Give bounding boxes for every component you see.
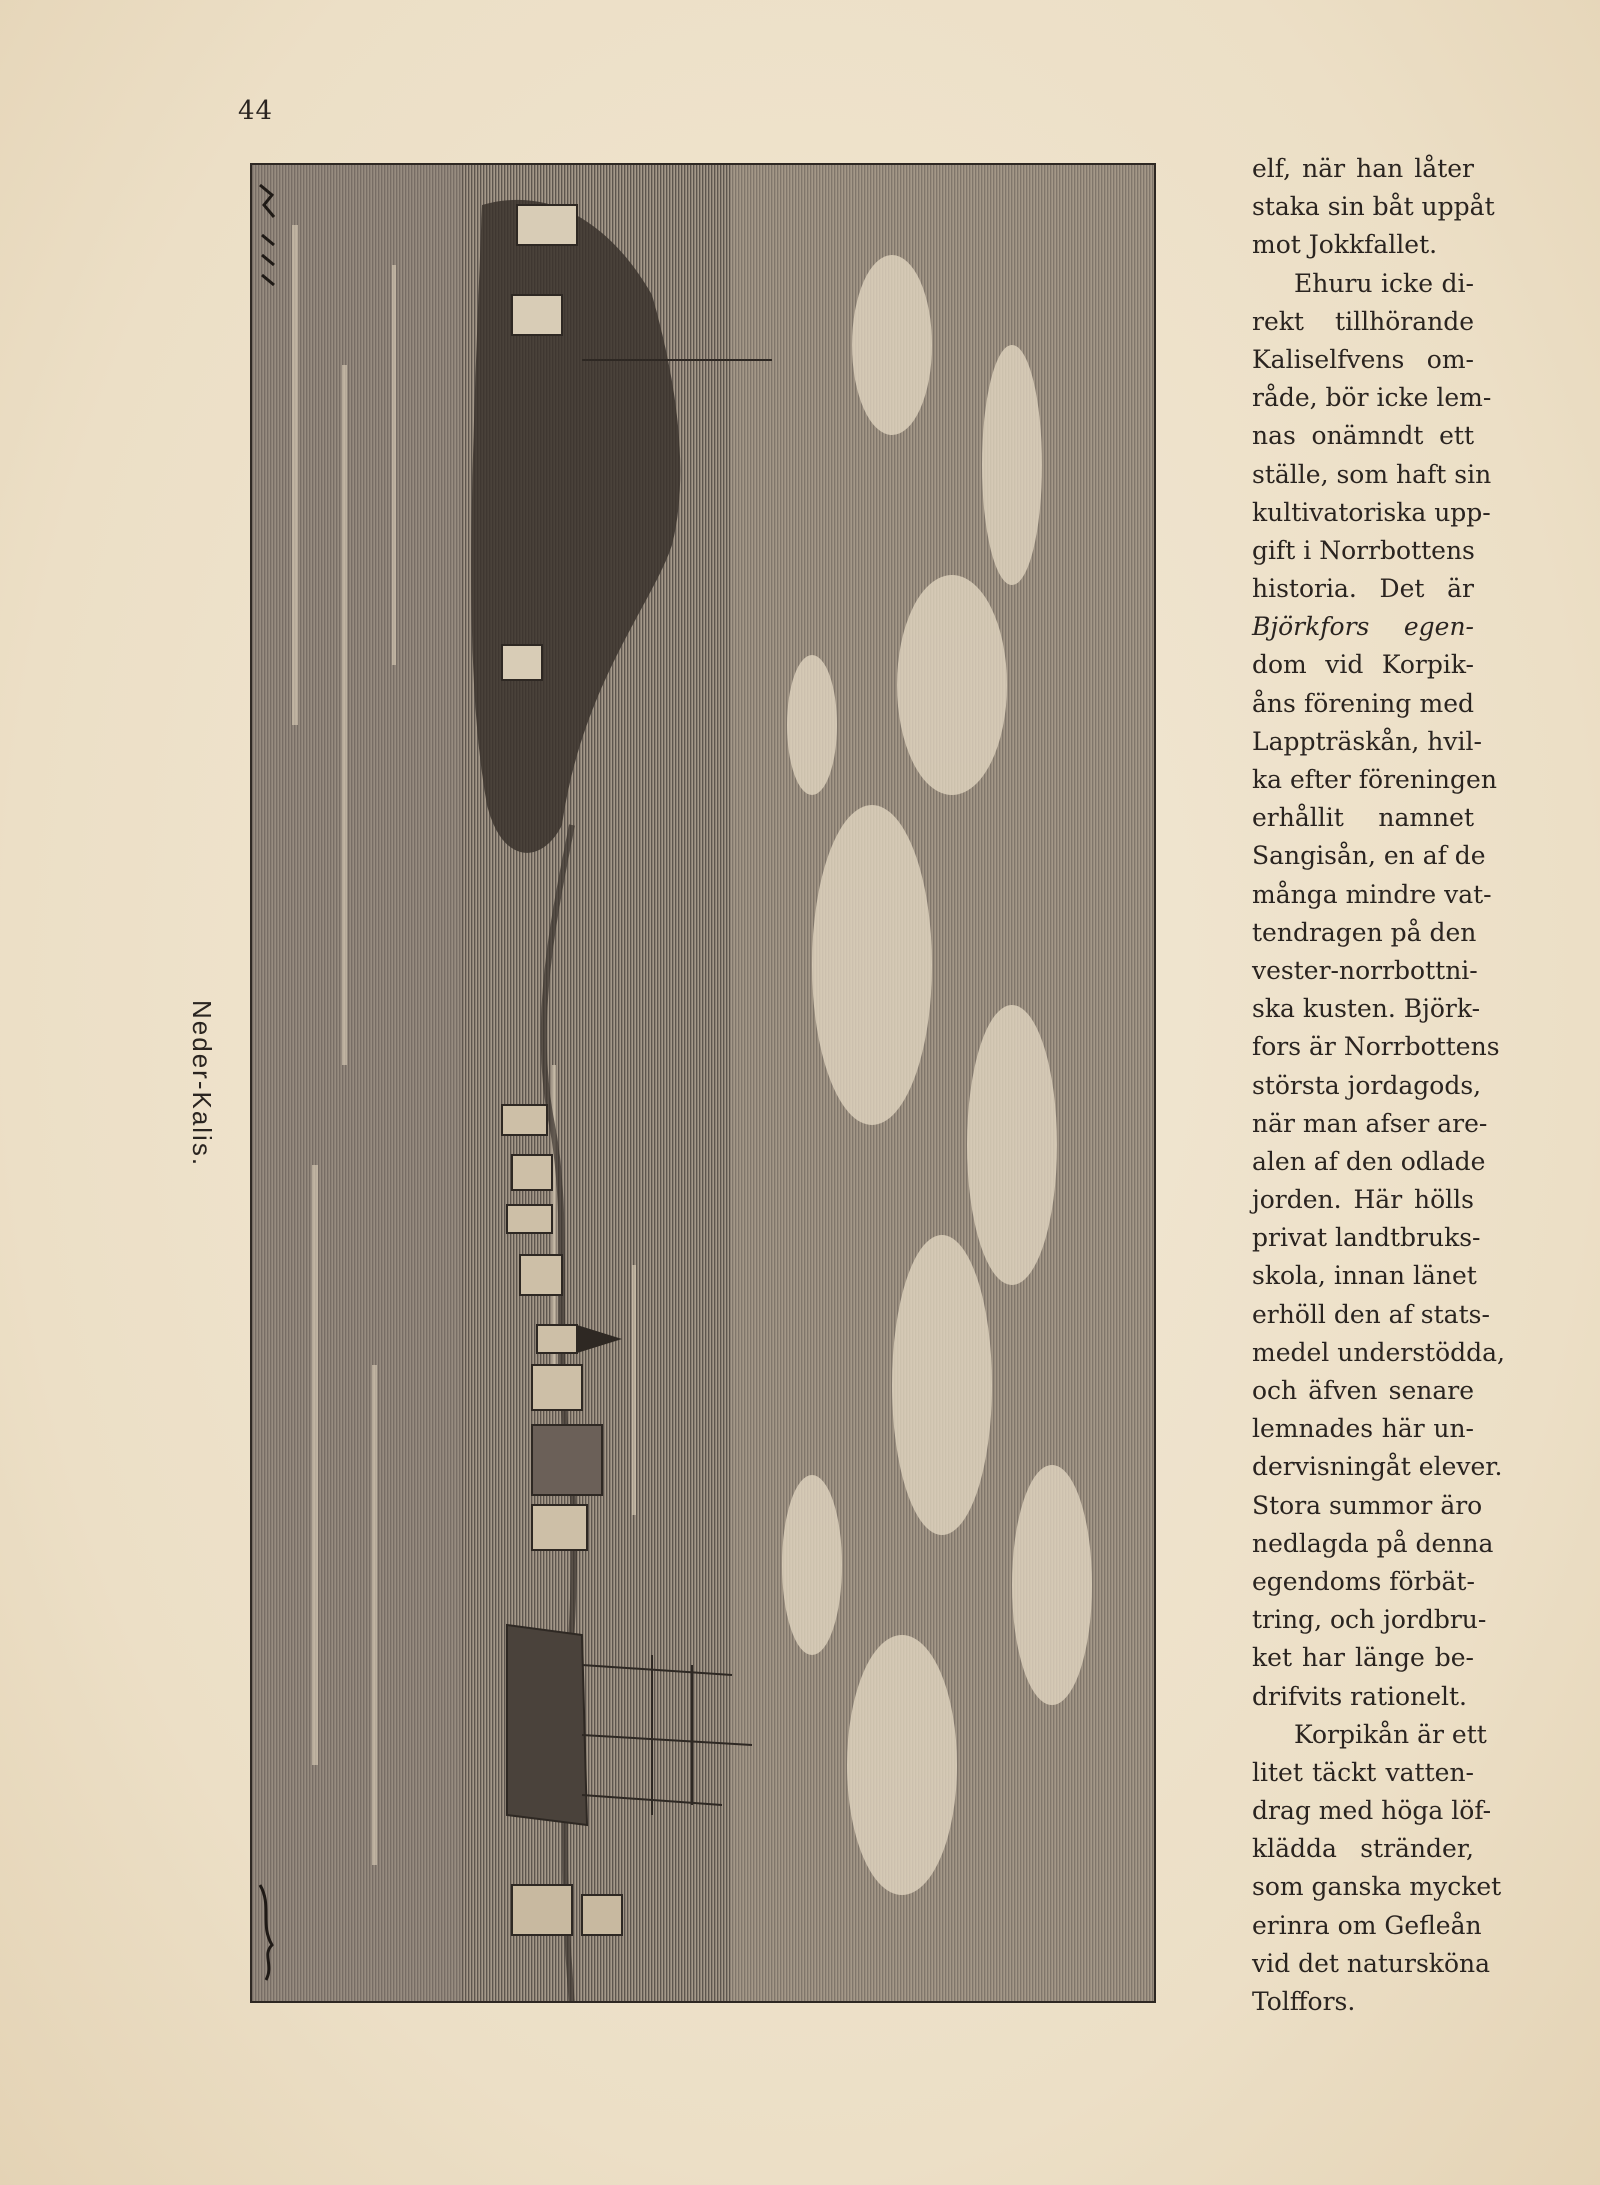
text-line: rekt tillhörande	[1252, 306, 1474, 336]
body-text-column	[1252, 150, 1505, 2021]
text-line: erinra om Gefleån	[1252, 1910, 1482, 1940]
text-line: kultivatoriska upp-	[1252, 497, 1491, 527]
sailing-ship	[507, 1625, 752, 1825]
text-line: medel understödda,	[1252, 1337, 1505, 1367]
text-line: vester-norrbottni-	[1252, 955, 1478, 985]
shoreline	[544, 825, 574, 2003]
text-line: Stora summor äro	[1252, 1490, 1483, 1520]
text-line: dom vid Korpik-	[1252, 650, 1474, 680]
page-number: 44	[238, 96, 274, 126]
text-line: drifvits rationelt.	[1252, 1681, 1467, 1711]
text-line: fors är Norrbottens	[1252, 1032, 1500, 1062]
text-line: som ganska mycket	[1252, 1872, 1502, 1902]
text-line: vid det natursköna	[1252, 1948, 1491, 1978]
text-line: klädda stränder,	[1252, 1834, 1474, 1864]
text-line: nedlagda på denna	[1252, 1528, 1494, 1558]
text-line: ställe, som haft sin	[1252, 459, 1492, 489]
text-line: litet täckt vatten-	[1252, 1757, 1474, 1787]
text-line: Korpikån är ett	[1294, 1719, 1487, 1749]
church-tower	[537, 1325, 622, 1353]
text-line: mot Jokkfallet.	[1252, 230, 1438, 260]
text-line: erhållit namnet	[1252, 803, 1474, 833]
text-line: elf, när han låter	[1252, 154, 1474, 183]
engraving-illustration	[250, 163, 1156, 2003]
text-line: råde, bör icke lem-	[1252, 383, 1492, 413]
text-line: erhöll den af stats-	[1252, 1299, 1490, 1329]
engraving-drawing	[252, 165, 1156, 2003]
text-line: dervisningåt elever.	[1252, 1452, 1503, 1482]
text-line: staka sin båt uppåt	[1252, 192, 1495, 222]
text-line: och äfven senare	[1252, 1376, 1474, 1405]
water-area	[252, 165, 462, 2003]
text-line: lemnades här un-	[1252, 1414, 1474, 1444]
text-line: många mindre vat-	[1252, 879, 1492, 909]
text-line: tendragen på den	[1252, 917, 1477, 947]
text-line: drag med höga löf-	[1252, 1796, 1492, 1826]
text-line: nas onämndt ett	[1252, 421, 1474, 451]
text-line: egendoms förbät-	[1252, 1566, 1475, 1596]
text-line: alen af den odlade	[1252, 1146, 1486, 1176]
text-line: Ehuru icke di-	[1294, 268, 1474, 298]
shore-houses	[512, 1885, 622, 1935]
text-line: Kaliselfvens om-	[1252, 344, 1474, 374]
text-line: jorden. Här hölls	[1252, 1185, 1474, 1215]
text-line: gift i Norrbottens	[1252, 535, 1475, 565]
text-line: största jordagods,	[1252, 1070, 1482, 1100]
text-line: ka efter föreningen	[1252, 765, 1497, 794]
text-line: Lappträskån, hvil-	[1252, 726, 1482, 756]
text-line-italic-start	[1252, 608, 1474, 646]
text-line: Björkfors egen-	[1252, 612, 1474, 642]
text-line: ket har länge be-	[1252, 1643, 1474, 1673]
text-line: när man afser are-	[1252, 1108, 1488, 1138]
text-line: ska kusten. Björk-	[1252, 994, 1481, 1024]
text-line: privat landtbruks-	[1252, 1223, 1481, 1253]
text-line: tring, och jordbru-	[1252, 1605, 1487, 1635]
illustration-caption: Neder-Kalis.	[187, 1000, 217, 1168]
text-line: historia. Det är	[1252, 574, 1474, 604]
text-line: Sangisån, en af de	[1252, 841, 1486, 871]
text-line: Tolffors.	[1252, 1987, 1356, 2016]
text-line: skola, innan länet	[1252, 1261, 1477, 1291]
text-line: åns förening med	[1252, 688, 1474, 718]
tree-island	[471, 200, 680, 853]
